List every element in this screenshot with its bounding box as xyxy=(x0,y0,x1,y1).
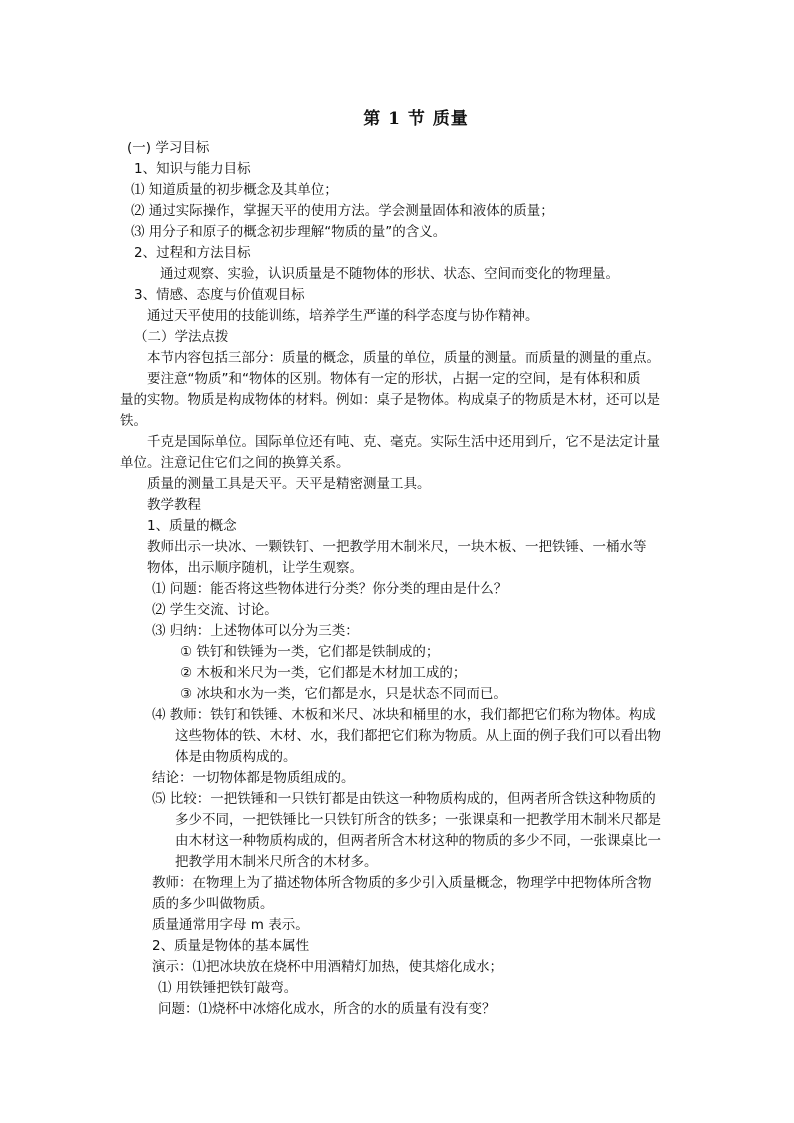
text-line: 教师：在物理上为了描述物体所含物质的多少引入质量概念，物理学中把物体所含物 xyxy=(152,875,652,891)
text-line: ⑵ 学生交流、讨论。 xyxy=(152,602,278,618)
page-title: 第 1 节 质量 xyxy=(363,109,469,129)
text-line: 2、过程和方法目标 xyxy=(134,245,251,261)
text-line: 通过观察、实验，认识质量是不随物体的形状、状态、空间而变化的物理量。 xyxy=(160,266,619,282)
text-line: 质量通常用字母 m 表示。 xyxy=(152,917,309,933)
text-line: ⑵ 通过实际操作，掌握天平的使用方法。学会测量固体和液体的质量； xyxy=(131,203,554,219)
text-line: ② 木板和米尺为一类，它们都是木材加工成的； xyxy=(180,665,467,681)
text-line: 体是由物质构成的。 xyxy=(175,749,297,765)
text-line: 单位。注意记住它们之间的换算关系。 xyxy=(120,455,350,471)
text-line: 1、知识与能力目标 xyxy=(134,161,251,177)
text-line: ⑴ 用铁锤把铁钉敲弯。 xyxy=(158,980,298,996)
text-line: 教学教程 xyxy=(147,497,201,513)
text-line: ⑴ 问题：能否将这些物体进行分类？你分类的理由是什么？ xyxy=(152,581,508,597)
text-line: ③ 冰块和水为一类，它们都是水，只是状态不同而已。 xyxy=(180,686,507,702)
text-line: 结论：一切物体都是物质组成的。 xyxy=(152,770,355,786)
text-line: ⑸ 比较：一把铁锤和一只铁钉都是由铁这一种物质构成的，但两者所含铁这种物质的 xyxy=(152,791,656,807)
text-line: 把教学用木制米尺所含的木材多。 xyxy=(175,854,378,870)
text-line: 量的实物。物质是构成物体的材料。例如：桌子是物体。构成桌子的物质是木材，还可以是 xyxy=(120,392,660,408)
text-line: (一) 学习目标 xyxy=(127,140,210,156)
text-line: ⑶ 归纳：上述物体可以分为三类： xyxy=(152,623,359,639)
text-line: 铁。 xyxy=(120,413,147,429)
text-line: （二）学法点拨 xyxy=(134,329,229,345)
text-line: 问题：⑴烧杯中冰熔化成水，所含的水的质量有没有变？ xyxy=(158,1001,496,1017)
text-line: 要注意“物质”和“物体的区别。物体有一定的形状，占据一定的空间，是有体积和质 xyxy=(147,371,641,387)
text-line: ⑴ 知道质量的初步概念及其单位； xyxy=(131,182,338,198)
text-line: ⑶ 用分子和原子的概念初步理解“物质的量”的含义。 xyxy=(131,224,447,240)
text-line: ① 铁钉和铁锤为一类，它们都是铁制成的； xyxy=(180,644,440,660)
text-line: 质量的测量工具是天平。天平是精密测量工具。 xyxy=(147,476,431,492)
text-line: 演示：⑴把冰块放在烧杯中用酒精灯加热，使其熔化成水； xyxy=(152,959,503,975)
text-line: 1、质量的概念 xyxy=(147,518,237,534)
text-line: 这些物体的铁、木材、水，我们都把它们称为物质。从上面的例子我们可以看出物 xyxy=(175,728,661,744)
text-line: ⑷ 教师：铁钉和铁锤、木板和米尺、冰块和桶里的水，我们都把它们称为物体。构成 xyxy=(152,707,656,723)
text-line: 教师出示一块冰、一颗铁钉、一把教学用木制米尺，一块木板、一把铁锤、一桶水等 xyxy=(147,539,647,555)
text-line: 通过天平使用的技能训练，培养学生严谨的科学态度与协作精神。 xyxy=(147,308,539,324)
text-line: 本节内容包括三部分：质量的概念，质量的单位，质量的测量。而质量的测量的重点。 xyxy=(147,350,660,366)
text-line: 千克是国际单位。国际单位还有吨、克、毫克。实际生活中还用到斤，它不是法定计量 xyxy=(147,434,660,450)
text-line: 由木材这一种物质构成的，但两者所含木材这种的物质的多少不同，一张课桌比一 xyxy=(175,833,661,849)
text-line: 2、质量是物体的基本属性 xyxy=(152,938,310,954)
text-line: 3、情感、态度与价值观目标 xyxy=(134,287,305,303)
text-line: 质的多少叫做物质。 xyxy=(152,896,274,912)
text-line: 物体，出示顺序随机，让学生观察。 xyxy=(147,560,363,576)
text-line: 多少不同，一把铁锤比一只铁钉所含的铁多；一张课桌和一把教学用木制米尺都是 xyxy=(175,812,661,828)
